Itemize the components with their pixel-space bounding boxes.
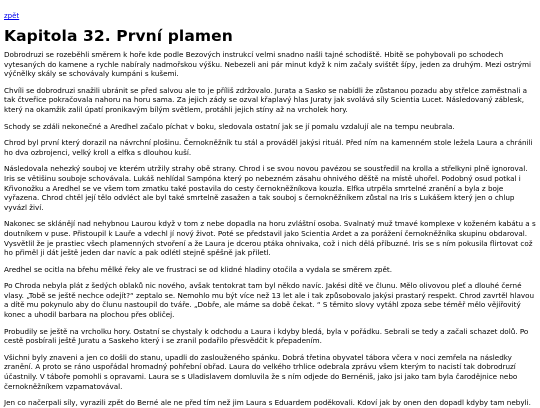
paragraph: Chvíli se dobrodruzi snažili ubránit se před salvou ale to je příliš zdržovalo. Jurata a Sasko se nabídli že zůstanou pozadu aby střelce zaměstnali a tak čtveřice pokračovala nahoru na horu sama. Za jejich zády se ozval křaplavý hlas Juraty jak svolává síly Scientia Lucet. Následovaný záblesk, který na okamžik zalil úpatí pronikavým bílým světlem, protáhli jejich stíny až na vrcholek hory. xyxy=(4,85,528,114)
paragraph: Následovala nehezký souboj ve kterém utržily strahy obě strany. Chrod i se svou novou pavézou se soustředil na krolla a střelkyni plně ignoroval. Iris se větišinu souboje schovávala. Lukáš nehlídal Sampóna který po nebezném zásahu ohnivého děště na místě uhořel. Podobný osud potkal i Křivonožku a Aredhel se ve všem tom zmatku také postavila do cesty černokněžníkova kouzla. Elfka utrpěla smrtelné zranění a byla z boje vyřazena. Chrod chtěl její tělo odvléct ale byl také smrtelně zasažen a tak souboj s černokněžníkem zůstal na Iris s Lukášem který jen o chlup vyvázl živí. xyxy=(4,164,528,212)
chapter-title: Kapitola 32. První plamen xyxy=(4,27,233,45)
paragraph: Po Chroda nebyla plát z šedých oblaků nic nového, avšak tentokrat tam byl někdo navíc. Jakési dítě ve člunu. Mělo olivovou pleť a dlouhé černé vlasy. „Tobě se ještě nechce odejít?“ zeptalo se. Nemohlo mu být více než 13 let ale i tak způsobovalo jakýsi prastarý respekt. Chrod zavrtěl hlavou a dítě mu pokynulo aby do člunu nastoupil do tváře. „Dobře, ale máme sa době čekat. “ S těmito slovy vytáhl zpoza sebe téměř mělo vějířovitý konec a uhodil barbara na plochou přes obličej. xyxy=(4,281,535,320)
paragraph: Jen co načerpali síly, vyrazili zpět do Berné ale ne před tím než jim Laura s Eduardem poděkovali. Kdoví jak by onen den dopadl kdyby tam nebyli. xyxy=(4,398,531,408)
paragraph: Aredhel se ocitla na břehu mělké řeky ale ve frustraci se od klidné hladiny otočila a vydala se směrem zpět. xyxy=(4,264,393,274)
chapter-body xyxy=(4,50,536,408)
paragraph: Všichni byly znaveni a jen co došli do stanu, upadli do zaslouženého spánku. Dobrá třetina obyvatel tábora včera v noci zemřela na následky zranění. A proto se ráno uspořádal hromadný pohřební obřad. Laura do velkého trhlice odebrala zprávu všem kterým to nacistí tak dobrodruzí účastnily. V táboře pomohli s opravami. Laura se s Uladislavem domluvila že s ním odjede do Bernéniš, jako jsi jako tam byla čarodějnice nebo černokněžníkem vzpamatovával. xyxy=(4,352,518,391)
paragraph: Chrod byl první který dorazil na návrchní plošinu. Černokněžník tu stál a prováděl jakýsi rituál. Před ním na kamenném stole ležela Laura a chránili ho dva ozbrojenci, velký kroll a elfka s dlouhou kuší. xyxy=(4,138,533,157)
paragraph: Dobrodruzi se rozeběhli směrem k hoře kde podle Bezových instrukcí velmi snadno našli tajné schodiště. Hbitě se pohybovali po schodech vytesaných do kamene a rychle nabíraly nadmořskou výšku. Nebezeli ani pár minut když k nim začaly svištět šípy, jeden za druhým. Mezi ostrými výčnělky skály se schovávaly kumpáni s kušemi. xyxy=(4,50,531,79)
back-link[interactable]: zpět xyxy=(4,12,20,20)
paragraph: Schody se zdáli nekonečné a Aredhel začalo píchat v boku, sledovala ostatní jak se jí pomalu vzdalují ale na tempu neubrala. xyxy=(4,121,455,131)
paragraph: Probudily se ještě na vrcholku hory. Ostatní se chystaly k odchodu a Laura i kdyby bledá, byla v pořádku. Sebrali se tedy a začali schazet dolů. Po cestě posbírali ještě Juratu a Saskeho který i se zranil podařilo přesvědčit k přepadením. xyxy=(4,326,529,346)
paragraph: Nakonec se sklánějí nad nehybnou Laurou když v tom z nebe dopadla na horu zvláštní osoba. Svalnatý muž tmavé komplexe v koženém kabátu a s doutníkem v puse. Přistoupil k Lauře a vdechl jí nový život. Poté se představil jako Scientia Ardet a za porážení černokněžníka skupinu obdaroval. Vysvětlil že je prastiec všech plamenných stvoření a že Laura je dcerou ptáka ohnivaka, což i nich dělá příbuzné. Iris se s ním pokusila flirtovat což ho přiměl ji dát ještě jeden dar navíc a pak odlétl stejně spěšně jak přiletl. xyxy=(4,219,536,258)
